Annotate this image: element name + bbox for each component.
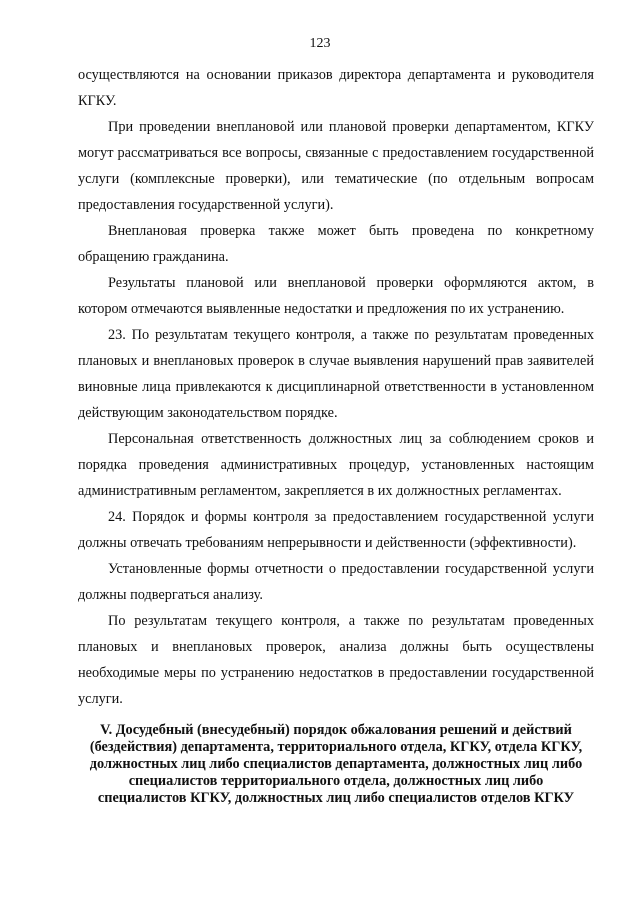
paragraph: При проведении внеплановой или плановой проверки департаментом, КГКУ могут рассматриваться все вопросы, связанные с предоставлением государственной услуги (комплексные проверки), или тематические (по отдельным вопросам предоставления государственной услуги). <box>78 119 594 213</box>
paragraph: Персональная ответственность должностных лиц за соблюдением сроков и порядка проведения административных процедур, установленных настоящим административным регламентом, закрепляется в их должностных регламентах. <box>78 431 594 499</box>
paragraph: Внеплановая проверка также может быть проведена по конкретному обращению гражданина. <box>78 223 594 265</box>
paragraph-continuation: осуществляются на основании приказов директора департамента и руководителя КГКУ. <box>78 67 594 109</box>
paragraph-item-23: 23. По результатам текущего контроля, а также по результатам проведенных плановых и внеплановых проверок в случае выявления нарушений прав заявителей виновные лица привлекаются к дисциплинарной ответственности в установленном действующим законодательством порядке. <box>78 327 594 421</box>
section-heading: V. Досудебный (внесудебный) порядок обжалования решений и действий (бездействия) департамента, территориального отдела, КГКУ, отдела КГКУ, должностных лиц либо специалистов департамента, должностных лиц либо специалистов территориального отдела, должностных лиц либо специалистов КГКУ, должностных лиц либо специалистов отделов КГКУ <box>89 722 583 806</box>
paragraph: По результатам текущего контроля, а также по результатам проведенных плановых и внеплановых проверок, анализа должны быть осуществлены необходимые меры по устранению недостатков в предоставлении государственной услуги. <box>78 613 594 707</box>
document-body <box>78 62 594 807</box>
paragraph: Установленные формы отчетности о предоставлении государственной услуги должны подвергаться анализу. <box>78 561 594 603</box>
paragraph-item-24: 24. Порядок и формы контроля за предоставлением государственной услуги должны отвечать требованиям непрерывности и действенности (эффективности). <box>78 509 594 551</box>
paragraph: Результаты плановой или внеплановой проверки оформляются актом, в котором отмечаются выявленные недостатки и предложения по их устранению. <box>78 275 594 317</box>
page-number: 123 <box>309 36 331 51</box>
